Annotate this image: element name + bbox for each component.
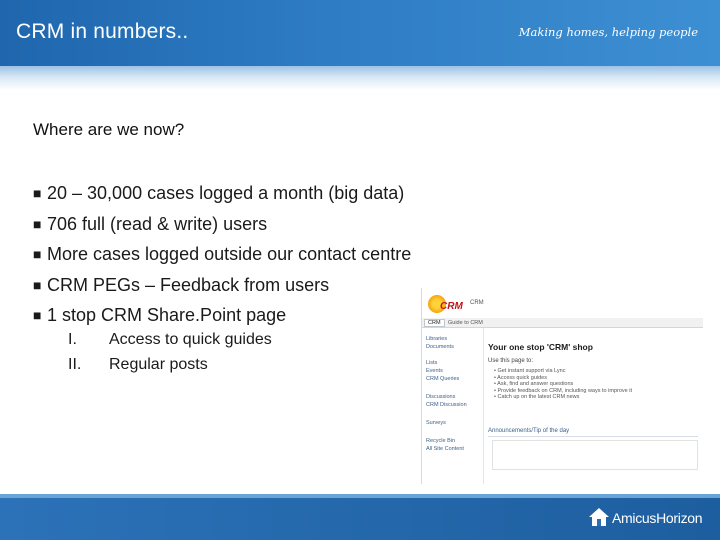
shop-list	[494, 368, 632, 401]
footer-accent-line	[0, 494, 720, 498]
shop-list-item: • Get instant support via Lync	[494, 368, 566, 374]
numbered-sublist	[68, 330, 272, 380]
shop-list-item: • Access quick guides	[494, 374, 547, 381]
square-bullet-icon: ■	[33, 246, 42, 262]
square-bullet-icon: ■	[33, 185, 42, 201]
square-bullet-icon: ■	[33, 307, 42, 323]
bullet-item: ■ 1 stop CRM Share.Point page	[33, 302, 411, 333]
divider	[488, 436, 698, 437]
roman-numeral: II.	[68, 356, 82, 373]
bullet-item: ■ 706 full (read & write) users	[33, 211, 411, 242]
crm-logo: CRM	[428, 295, 464, 317]
quick-launch-item: CRM Discussion	[426, 402, 467, 408]
footer-bar	[0, 494, 720, 540]
shop-heading: Your one stop 'CRM' shop	[488, 342, 593, 352]
quick-launch-item: Events	[426, 368, 443, 374]
bullet-item: ■ More cases logged outside our contact centre	[33, 241, 411, 272]
house-logo-icon	[588, 506, 610, 528]
quick-launch-item: Discussions	[426, 394, 456, 400]
sublist-item: I. Access to quick guides	[68, 331, 272, 348]
bullet-list	[33, 180, 411, 333]
section-subtitle: Where are we now?	[33, 120, 185, 139]
announcements-box	[492, 440, 698, 470]
quick-launch-item: CRM Queries	[426, 376, 460, 382]
square-bullet-icon: ■	[33, 276, 42, 293]
bullet-item: ■ 20 – 30,000 cases logged a month (big data)	[33, 180, 411, 211]
header-bar	[0, 0, 720, 66]
roman-numeral: I.	[68, 331, 77, 348]
slide-title: CRM in numbers..	[16, 20, 189, 43]
header-gradient-band	[0, 66, 720, 90]
sharepoint-screenshot	[421, 288, 703, 484]
quick-launch-item: Recycle Bin	[426, 438, 456, 444]
top-nav	[422, 318, 703, 328]
quick-launch	[422, 328, 484, 484]
site-name: CRM	[470, 300, 484, 306]
square-bullet-icon: ■	[33, 215, 42, 232]
quick-launch-item: Surveys	[426, 420, 446, 426]
shop-list-item: • Ask, find and answer questions	[494, 381, 574, 388]
shop-list-item: • Catch up on the latest CRM news	[494, 394, 580, 401]
nav-tab: CRM	[424, 319, 445, 327]
announcements-heading: Announcements/Tip of the day	[488, 428, 570, 434]
tagline: Making homes, helping people	[518, 25, 698, 39]
shop-intro: Use this page to:	[488, 358, 534, 364]
sublist-item: II. Regular posts	[68, 356, 208, 373]
shop-list-item: • Provide feedback on CRM, including ways to improve it	[494, 387, 632, 394]
quick-launch-item: All Site Content	[426, 446, 464, 452]
quick-launch-item: Libraries	[426, 336, 448, 342]
bullet-item: ■ CRM PEGs – Feedback from users	[33, 272, 411, 303]
quick-launch-item: Lists	[426, 360, 438, 366]
quick-launch-item: Documents	[426, 344, 454, 350]
nav-item: Guide to CRM	[448, 320, 483, 326]
amicushorizon-logo: AmicusHorizon	[588, 506, 706, 528]
